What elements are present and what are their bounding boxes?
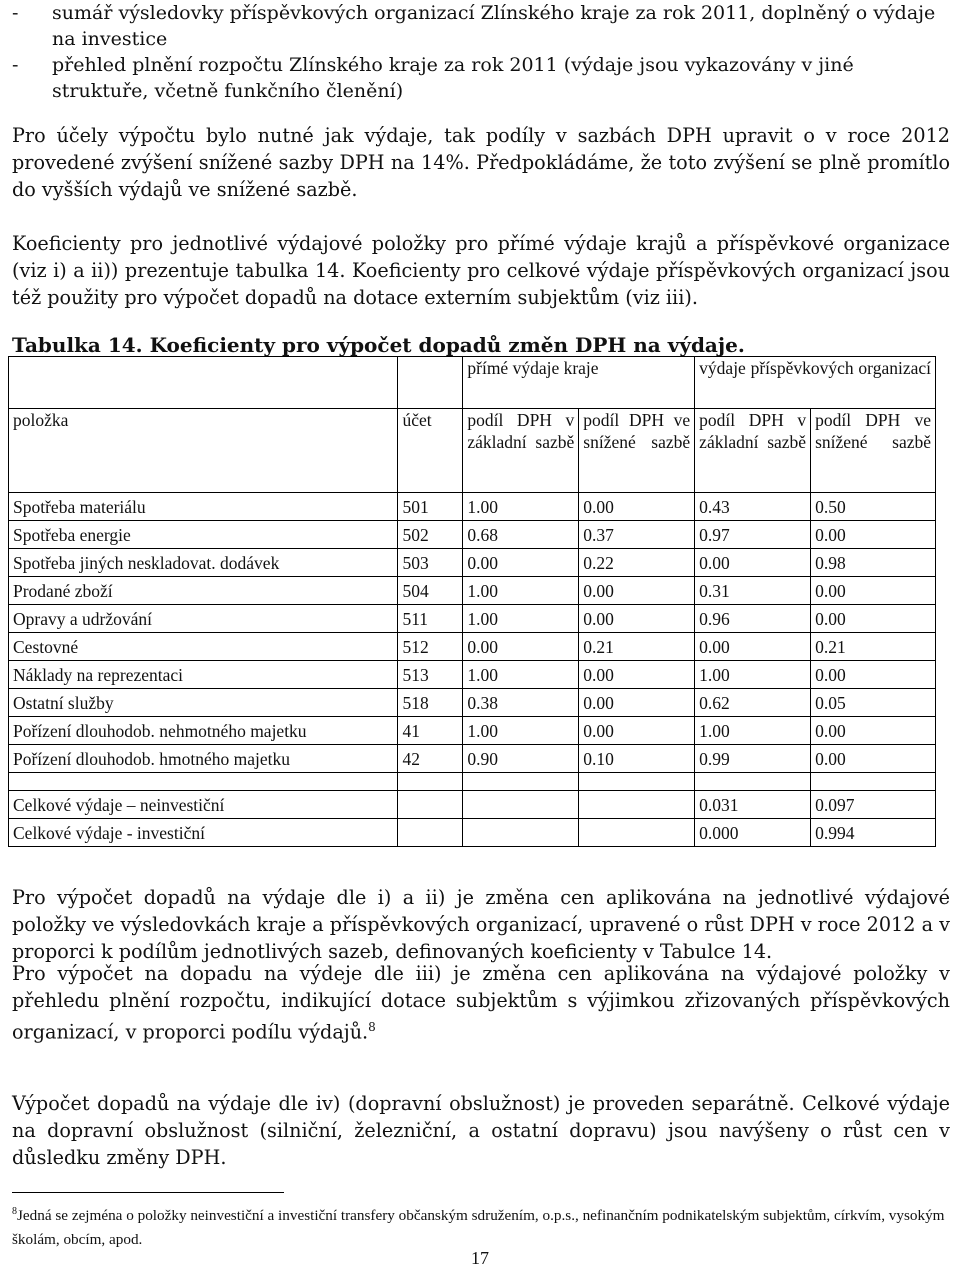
row-po-base: 0.31 (695, 577, 811, 605)
header-po-reduced: podíl DPH ve snížené sazbě (811, 409, 936, 493)
row-account: 518 (398, 689, 463, 717)
header-item: položka (9, 409, 398, 493)
row-item: Spotřeba energie (9, 521, 398, 549)
total-po-base: 0.031 (695, 791, 811, 819)
page-number: 17 (471, 1248, 489, 1268)
row-item: Náklady na reprezentaci (9, 661, 398, 689)
total-empty (398, 791, 463, 819)
table-total-row (9, 791, 936, 819)
row-direct-reduced: 0.00 (579, 493, 695, 521)
row-direct-reduced: 0.00 (579, 717, 695, 745)
row-item: Spotřeba jiných neskladovat. dodávek (9, 549, 398, 577)
table-totals (9, 791, 936, 847)
row-po-reduced: 0.98 (811, 549, 936, 577)
row-po-reduced: 0.00 (811, 745, 936, 773)
row-po-base: 0.96 (695, 605, 811, 633)
row-item: Pořízení dlouhodob. nehmotného majetku (9, 717, 398, 745)
row-po-reduced: 0.00 (811, 717, 936, 745)
footnote-text: Jedná se zejména o položky neinvestiční a investiční transfery občanským sdružením, o.p.s., nefinančním podnikatelským subjektům, církvím, vysokým školám, obcím, apod. (12, 1207, 945, 1249)
row-item: Opravy a udržování (9, 605, 398, 633)
row-po-base: 0.62 (695, 689, 811, 717)
total-po-reduced: 0.994 (811, 819, 936, 847)
paragraph-coefficients: Koeficienty pro jednotlivé výdajové položky pro přímé výdaje krajů a příspěvkové organizace (viz i) a ii)) prezentuje tabulka 14. Koeficienty pro celkové výdaje příspěvkových organizací jsou též použity pro výpočet dopadů na dotace externím subjektům (viz iii). (12, 232, 950, 309)
table-total-row (9, 819, 936, 847)
row-direct-base: 0.00 (463, 549, 579, 577)
row-po-reduced: 0.00 (811, 577, 936, 605)
footnote-number: 8 (12, 1206, 17, 1217)
row-po-reduced: 0.00 (811, 661, 936, 689)
row-po-base: 0.00 (695, 633, 811, 661)
row-item: Ostatní služby (9, 689, 398, 717)
footnote-reference: 8 (368, 1020, 376, 1034)
row-direct-reduced: 0.10 (579, 745, 695, 773)
row-item: Prodané zboží (9, 577, 398, 605)
total-empty (463, 819, 579, 847)
table-header-empty (398, 357, 463, 409)
bullet-marker: - (12, 54, 19, 76)
row-direct-base: 1.00 (463, 577, 579, 605)
table-group-header-row (9, 357, 936, 409)
footnote (12, 1200, 952, 1252)
table-row (9, 717, 936, 745)
row-po-base: 1.00 (695, 661, 811, 689)
total-empty (463, 791, 579, 819)
paragraph-method-iv: Výpočet dopadů na výdaje dle iv) (dopravní obslužnost) je proveden separátně. Celkové výdaje na dopravní obslužnost (silniční, železniční, a ostatní dopravu) jsou navýšeny o růst cen v důsledku změny DPH. (12, 1092, 950, 1169)
table-row (9, 689, 936, 717)
row-item: Spotřeba materiálu (9, 493, 398, 521)
row-direct-base: 1.00 (463, 493, 579, 521)
table-row (9, 521, 936, 549)
row-direct-reduced: 0.22 (579, 549, 695, 577)
row-direct-reduced: 0.21 (579, 633, 695, 661)
list-item (12, 52, 950, 104)
row-direct-base: 0.38 (463, 689, 579, 717)
row-po-reduced: 0.00 (811, 605, 936, 633)
header-account: účet (398, 409, 463, 493)
row-direct-base: 1.00 (463, 717, 579, 745)
table-row (9, 633, 936, 661)
row-po-reduced: 0.05 (811, 689, 936, 717)
row-po-base: 0.99 (695, 745, 811, 773)
row-account: 501 (398, 493, 463, 521)
list-item (12, 0, 950, 52)
group-header-po: výdaje příspěvkových organizací (695, 357, 936, 409)
total-po-reduced: 0.097 (811, 791, 936, 819)
row-direct-reduced: 0.00 (579, 577, 695, 605)
table-body (9, 493, 936, 773)
row-direct-base: 0.00 (463, 633, 579, 661)
row-account: 503 (398, 549, 463, 577)
total-item: Celkové výdaje – neinvestiční (9, 791, 398, 819)
row-account: 504 (398, 577, 463, 605)
row-po-base: 0.43 (695, 493, 811, 521)
paragraph-method-i-ii: Pro výpočet dopadů na výdaje dle i) a ii) je změna cen aplikována na jednotlivé výdajové položky ve výsledovkách kraje a příspěvkových organizací, upravené o růst DPH v roce 2012 a v proporci k podílům jednotlivých sazeb, definovaných koeficienty v Tabulce 14. (12, 886, 950, 963)
header-direct-base: podíl DPH v základní sazbě (463, 409, 579, 493)
table-caption: Tabulka 14. Koeficienty pro výpočet dopadů změn DPH na výdaje. (12, 333, 745, 357)
row-po-reduced: 0.21 (811, 633, 936, 661)
row-item: Cestovné (9, 633, 398, 661)
row-account: 511 (398, 605, 463, 633)
row-po-base: 1.00 (695, 717, 811, 745)
bullet-text: sumář výsledovky příspěvkových organizací Zlínského kraje za rok 2011, doplněný o výdaje na investice (52, 2, 936, 50)
row-po-reduced: 0.50 (811, 493, 936, 521)
row-item: Pořízení dlouhodob. hmotného majetku (9, 745, 398, 773)
row-po-reduced: 0.00 (811, 521, 936, 549)
row-po-base: 0.97 (695, 521, 811, 549)
paragraph-method-iii (12, 960, 950, 1045)
row-account: 512 (398, 633, 463, 661)
header-direct-reduced: podíl DPH ve snížené sazbě (579, 409, 695, 493)
row-account: 513 (398, 661, 463, 689)
group-header-direct: přímé výdaje kraje (463, 357, 695, 409)
total-empty (398, 819, 463, 847)
row-direct-reduced: 0.00 (579, 689, 695, 717)
table-header-row (9, 409, 936, 493)
row-account: 502 (398, 521, 463, 549)
row-account: 42 (398, 745, 463, 773)
bullet-marker: - (12, 2, 19, 24)
table-spacer-row (9, 773, 936, 791)
row-account: 41 (398, 717, 463, 745)
row-direct-base: 0.68 (463, 521, 579, 549)
table-row (9, 745, 936, 773)
table-row (9, 549, 936, 577)
table-row (9, 577, 936, 605)
total-empty (579, 819, 695, 847)
table-row (9, 493, 936, 521)
table-header-empty (9, 357, 398, 409)
bullet-text: přehled plnění rozpočtu Zlínského kraje za rok 2011 (výdaje jsou vykazovány v jiné struktuře, včetně funkčního členění) (52, 54, 854, 102)
total-po-base: 0.000 (695, 819, 811, 847)
bullet-list (12, 0, 950, 104)
paragraph-vat-adjustment: Pro účely výpočtu bylo nutné jak výdaje, tak podíly v sazbách DPH upravit o v roce 2012 provedené zvýšení snížené sazby DPH na 14%. Předpokládáme, že toto zvýšení se plně promítlo do vyšších výdajů ve snížené sazbě. (12, 124, 950, 201)
header-po-base: podíl DPH v základní sazbě (695, 409, 811, 493)
table-row (9, 605, 936, 633)
row-direct-base: 1.00 (463, 605, 579, 633)
row-po-base: 0.00 (695, 549, 811, 577)
row-direct-base: 1.00 (463, 661, 579, 689)
table-row (9, 661, 936, 689)
row-direct-reduced: 0.37 (579, 521, 695, 549)
row-direct-reduced: 0.00 (579, 605, 695, 633)
row-direct-reduced: 0.00 (579, 661, 695, 689)
row-direct-base: 0.90 (463, 745, 579, 773)
total-empty (579, 791, 695, 819)
coefficients-table (8, 356, 936, 847)
paragraph-method-iii-text: Pro výpočet na dopadu na výdeje dle iii) je změna cen aplikována na výdajové položky v přehledu plnění rozpočtu, indikující dotace subjektům s výjimkou zřizovaných příspěvkových organizací, v proporci podílu výdajů. (12, 962, 950, 1044)
total-item: Celkové výdaje - investiční (9, 819, 398, 847)
footnote-separator (12, 1192, 284, 1193)
